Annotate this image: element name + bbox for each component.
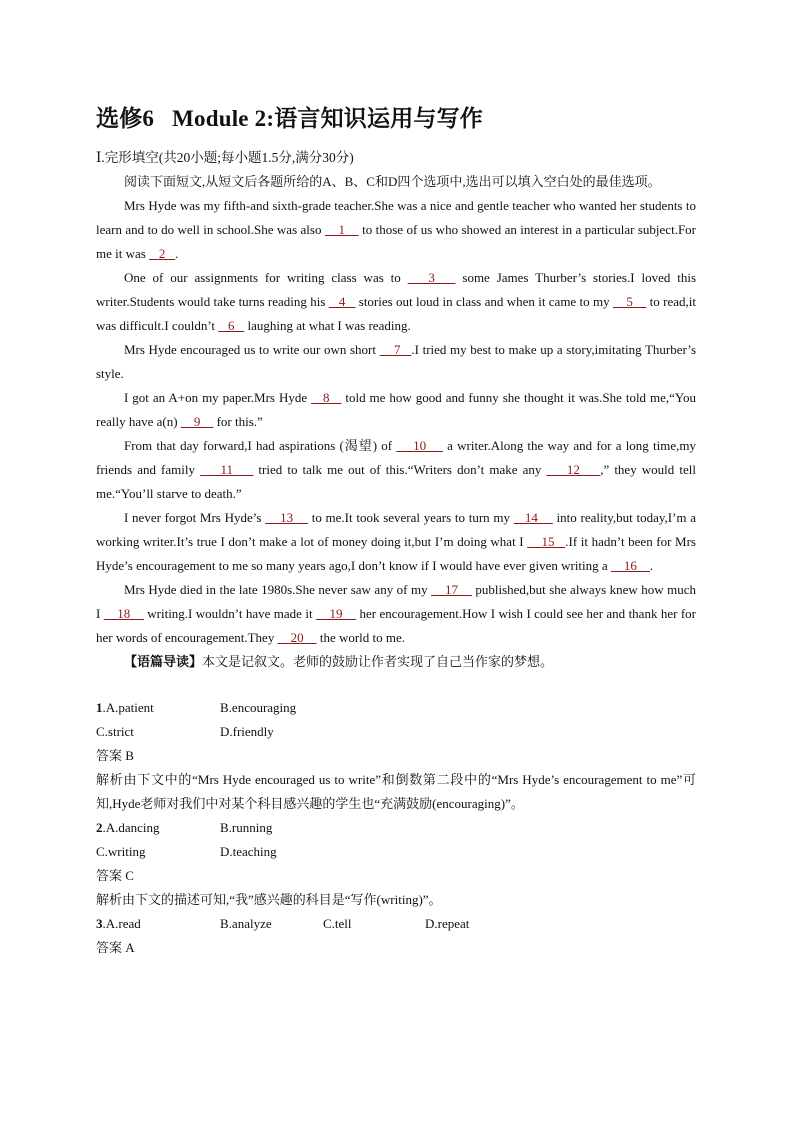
question-3	[96, 912, 696, 960]
instruction: 阅读下面短文,从短文后各题所给的A、B、C和D四个选项中,选出可以填入空白处的最佳选项。	[124, 174, 661, 189]
option-a: A.dancing	[105, 820, 160, 835]
option-d: D.repeat	[425, 916, 470, 931]
passage-paragraph-5: From that day forward,I had aspirations (渴望) of 10 a writer.Along the way and for a long time,my friends and family 11 tried to talk me out of this.“Writers don’t make any 12 ,” they would tell me.“You’ll starve to death.”	[96, 438, 696, 501]
blank-15: 15	[527, 534, 566, 549]
blank-4: 4	[328, 294, 356, 309]
answer: 答案 C	[96, 868, 134, 883]
option-b: B.analyze	[220, 916, 272, 931]
blank-18: 18	[103, 606, 144, 621]
blank-11: 11	[200, 462, 254, 477]
option-b: B.encouraging	[220, 700, 297, 715]
option-c: C.writing	[96, 844, 146, 859]
blank-20: 20	[277, 630, 317, 645]
option-a: A.read	[105, 916, 141, 931]
explanation: 解析由下文的描述可知,“我”感兴趣的科目是“写作(writing)”。	[96, 892, 442, 907]
question-1-options-row-2	[96, 720, 696, 744]
option-d: D.friendly	[220, 724, 274, 739]
blank-10: 10	[396, 438, 443, 453]
blank-2: 2	[149, 246, 176, 261]
blank-12: 12	[546, 462, 601, 477]
question-2-options-row-2	[96, 840, 696, 864]
guide-label: 【语篇导读】	[124, 654, 203, 669]
blank-7: 7	[379, 342, 412, 357]
blank-19: 19	[315, 606, 357, 621]
passage-paragraph-1: Mrs Hyde was my fifth-and sixth-grade teacher.She was a nice and gentle teacher who wanted her students to learn and to do well in school.She was also 1 to those of us who showed an interest in a particular subject.For me it was 2 .	[96, 198, 696, 261]
option-c: C.tell	[323, 916, 352, 931]
answer: 答案 A	[96, 940, 135, 955]
passage-paragraph-4: I got an A+on my paper.Mrs Hyde 8 told me how good and funny she thought it was.She told me,“You really have a(n) 9 for this.”	[96, 390, 697, 429]
blank-14: 14	[513, 510, 553, 525]
answer: 答案 B	[96, 748, 134, 763]
option-b: B.running	[220, 820, 273, 835]
blank-16: 16	[610, 558, 650, 573]
passage-paragraph-2: One of our assignments for writing class was to 3 some James Thurber’s stories.I loved this writer.Students would take turns reading his 4 stories out loud in class and when it came to my 5 to read,it was difficult.I couldn’t 6 laughing at what I was reading.	[96, 270, 697, 333]
option-a: A.patient	[105, 700, 154, 715]
question-2-options-row-1: 2.A.dancing B.running	[96, 816, 696, 840]
question-number: 2	[96, 820, 103, 835]
document-content	[96, 104, 696, 960]
blank-3: 3	[407, 270, 456, 285]
option-d: D.teaching	[220, 844, 277, 859]
title-module: Module 2:语言知识运用与写作	[172, 106, 484, 131]
passage-paragraph-6: I never forgot Mrs Hyde’s 13 to me.It took several years to turn my 14 into reality,but today,I’m a working writer.It’s true I don’t make a lot of money doing it,but I’m doing what I 15 .If it hadn’t been for Mrs Hyde’s encouragement to me so many years ago,I don’t know if I would have ever given writing a 16 .	[96, 510, 697, 573]
blank-9: 9	[180, 414, 214, 429]
question-1-options-row-1: 1.A.patient B.encouraging	[96, 696, 696, 720]
blank-8: 8	[311, 390, 342, 405]
question-3-options-row: 3.A.read B.analyze C.tell D.repeat	[96, 912, 696, 936]
passage-guide	[96, 650, 696, 674]
passage-paragraph-7: Mrs Hyde died in the late 1980s.She never saw any of my 17 published,but she always knew how much I 18 writing.I wouldn’t have made it 19 her encouragement.How I wish I could see her and thank her for her words of encouragement.They 20 the world to me.	[96, 582, 696, 645]
section-heading: Ⅰ.完形填空(共20小题;每小题1.5分,满分30分)	[96, 150, 354, 165]
passage-paragraph-3: Mrs Hyde encouraged us to write our own short 7 .I tried my best to make up a story,imitating Thurber’s style.	[96, 342, 697, 381]
page-title	[96, 104, 696, 134]
title-course: 选修6	[96, 106, 155, 131]
blank-1: 1	[324, 222, 359, 237]
question-1	[96, 696, 696, 816]
guide-text: 本文是记叙文。老师的鼓励让作者实现了自己当作家的梦想。	[202, 654, 554, 669]
explanation: 解析由下文中的“Mrs Hyde encouraged us to write”和倒数第二段中的“Mrs Hyde’s encouragement to me”可知,Hyde老师对我们中对某个科目感兴趣的学生也“充满鼓励(encouraging)”。	[96, 772, 696, 811]
question-number: 1	[96, 700, 103, 715]
option-c: C.strict	[96, 724, 134, 739]
question-number: 3	[96, 916, 103, 931]
blank-6: 6	[218, 318, 245, 333]
question-2	[96, 816, 696, 912]
blank-13: 13	[265, 510, 308, 525]
blank-17: 17	[431, 582, 472, 597]
blank-5: 5	[613, 294, 647, 309]
